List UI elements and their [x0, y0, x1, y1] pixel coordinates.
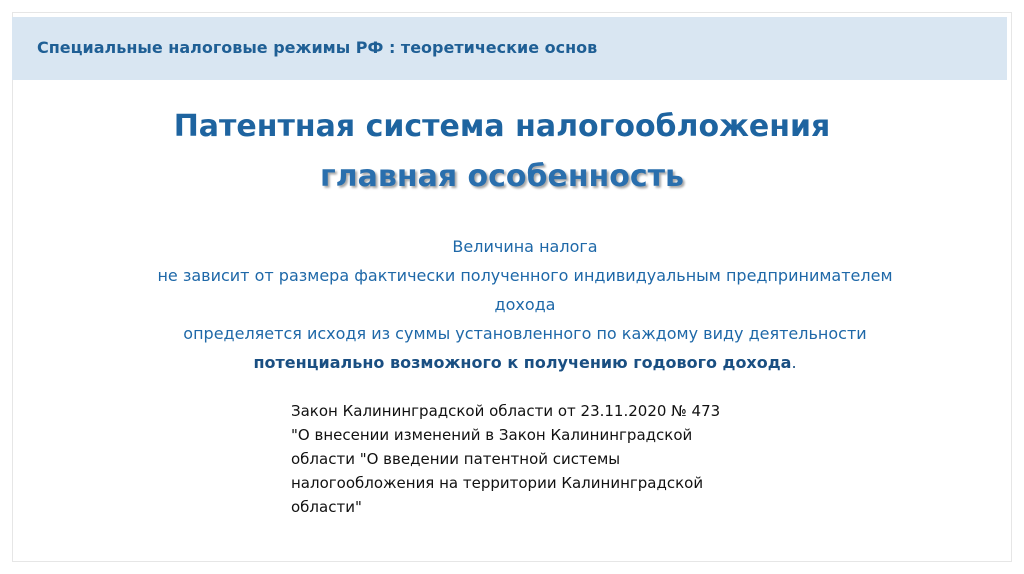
- header-title: Специальные налоговые режимы РФ : теоретические основ: [37, 38, 598, 57]
- body-line-3: дохода: [494, 295, 556, 314]
- law-line-2: "О внесении изменений в Закон Калининградской: [291, 426, 693, 444]
- main-title-line1: Патентная система налогообложения: [173, 109, 831, 144]
- body-line-2: не зависит от размера фактически полученного индивидуальным предпринимателем: [157, 266, 893, 285]
- law-reference: [291, 399, 771, 519]
- main-title: [0, 102, 1004, 202]
- law-line-1: Закон Калининградской области от 23.11.2020 № 473: [291, 402, 721, 420]
- body-line-5-end: .: [791, 353, 797, 372]
- main-title-line2: [0, 152, 1004, 202]
- body-line-1: Величина налога: [452, 237, 598, 256]
- body-line-5: [60, 348, 990, 377]
- main-title-line2-text: главная особенность: [319, 159, 685, 194]
- law-line-5: области": [291, 498, 362, 516]
- law-line-4: налогообложения на территории Калининградской: [291, 474, 704, 492]
- body-line-5-bold: потенциально возможного к получению годового дохода: [253, 353, 792, 372]
- body-text: [60, 232, 990, 377]
- law-line-3: области "О введении патентной системы: [291, 450, 621, 468]
- body-line-4: определяется исходя из суммы установленного по каждому виду деятельности: [183, 324, 867, 343]
